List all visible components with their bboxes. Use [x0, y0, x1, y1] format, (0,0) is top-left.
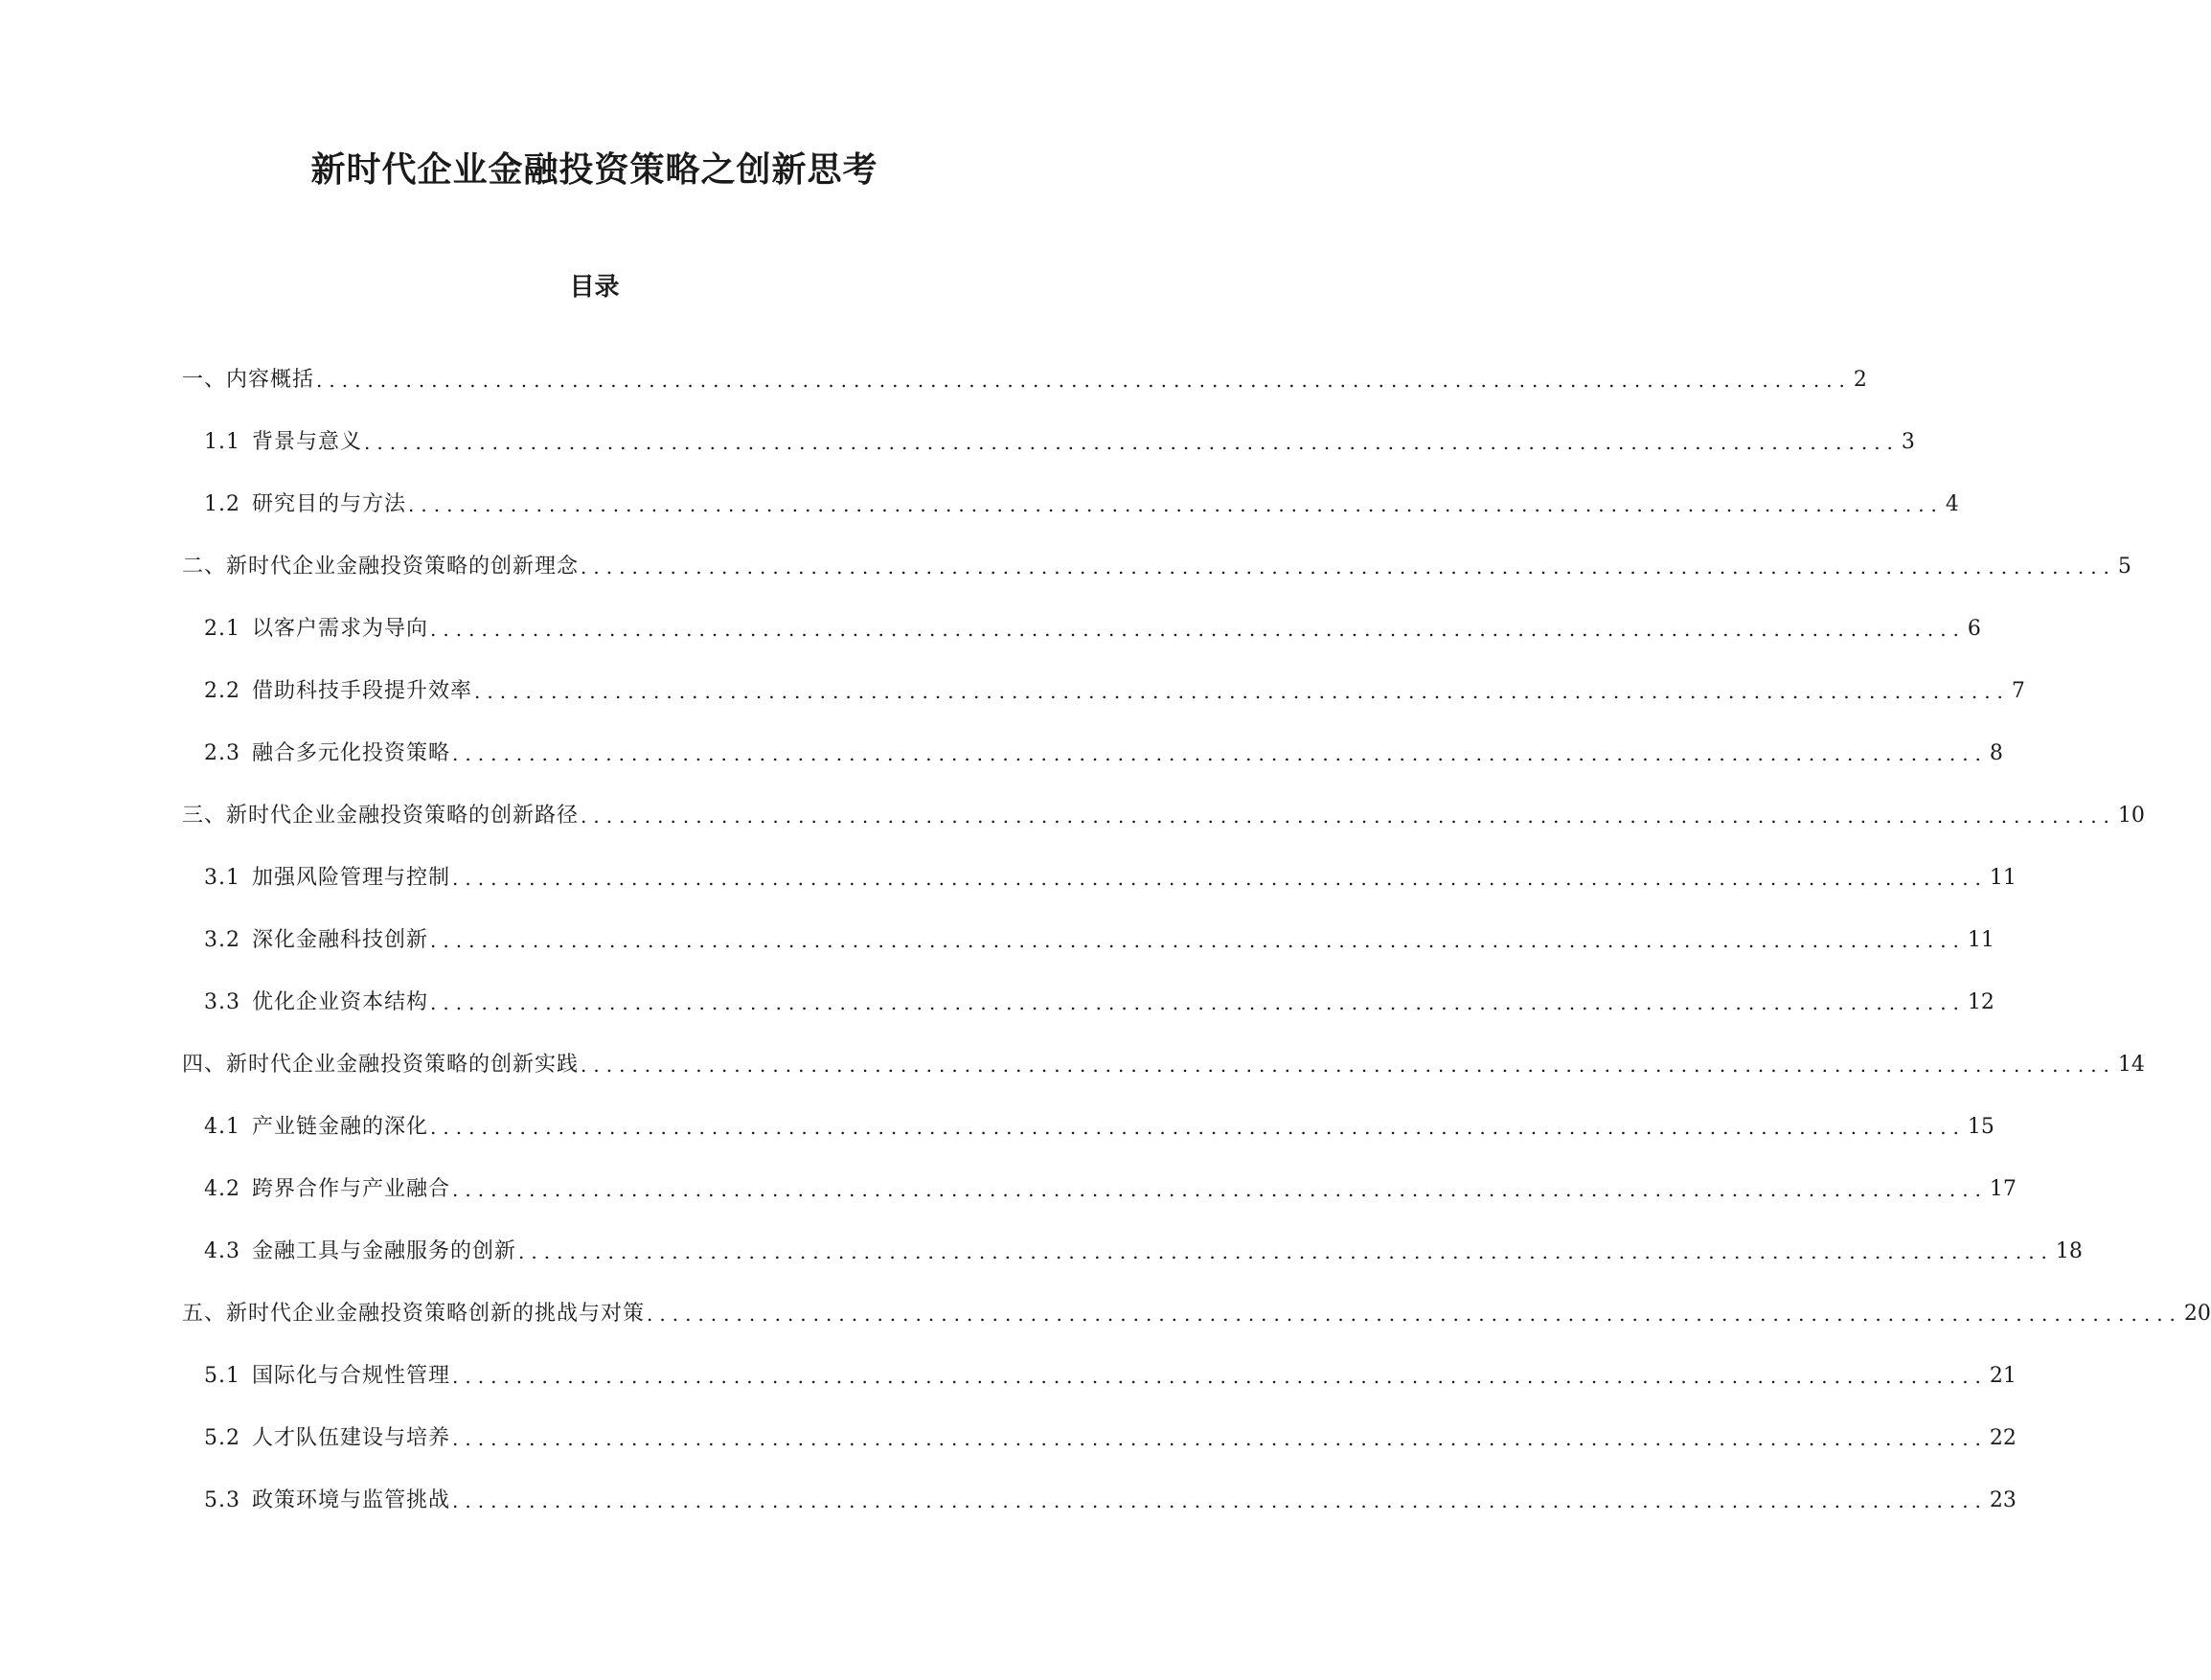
toc-page-number: 5	[2117, 555, 2131, 579]
toc-entry-label	[204, 924, 428, 957]
toc-entry-label	[204, 675, 472, 708]
toc-entry-label	[204, 1360, 450, 1393]
toc-section-entry[interactable]	[182, 364, 1867, 426]
toc-entry-text: 政策环境与监管挑战	[252, 1488, 451, 1512]
toc-entry-text: 跨界合作与产业融合	[252, 1177, 451, 1201]
toc-dot-leader: ........................................................................................................................	[430, 991, 1966, 1014]
toc-subsection-entry[interactable]	[204, 1236, 2083, 1298]
toc-entry-label	[204, 1236, 516, 1268]
toc-page-number: 2	[1853, 368, 1867, 392]
toc-entry-text: 国际化与合规性管理	[252, 1364, 451, 1388]
toc-page-number: 8	[1989, 741, 2003, 765]
toc-dot-leader: ........................................................................................................................	[581, 805, 2116, 828]
toc-entry-text: 深化金融科技创新	[252, 928, 429, 952]
toc-page-number: 4	[1945, 492, 1959, 516]
toc-subsection-entry[interactable]	[204, 738, 2003, 800]
toc-entry-number: 3.3	[204, 990, 240, 1014]
toc-dot-leader: ........................................................................................................................	[430, 618, 1966, 641]
toc-subsection-entry[interactable]	[204, 1360, 2017, 1422]
toc-dot-leader: ........................................................................................................................	[581, 556, 2116, 579]
toc-dot-leader: ........................................................................................................................	[452, 1365, 1988, 1388]
toc-page-number: 23	[1989, 1488, 2017, 1512]
toc-entry-label	[182, 800, 579, 832]
toc-section-entry[interactable]	[182, 800, 2145, 862]
toc-subsection-entry[interactable]	[204, 426, 1915, 488]
toc-dot-leader: ........................................................................................................................	[452, 742, 1988, 765]
toc-entry-number: 1.1	[204, 430, 240, 454]
toc-page-number: 10	[2117, 804, 2145, 828]
toc-entry-number: 5.1	[204, 1364, 240, 1388]
toc-entry-label	[182, 364, 314, 397]
toc-entry-number: 3.2	[204, 928, 240, 952]
toc-entry-label	[204, 738, 450, 770]
toc-entry-label	[204, 862, 450, 895]
toc-dot-leader: ........................................................................................................................	[452, 1489, 1988, 1512]
toc-entry-text: 融合多元化投资策略	[252, 741, 451, 765]
toc-entry-text: 以客户需求为导向	[252, 617, 429, 641]
toc-page-number: 11	[1989, 866, 2017, 890]
toc-dot-leader: ........................................................................................................................	[430, 929, 1966, 952]
toc-entry-text: 一、内容概括	[182, 368, 315, 392]
toc-entry-label	[182, 1049, 579, 1081]
toc-dot-leader: ........................................................................................................................	[452, 1178, 1988, 1201]
toc-subsection-entry[interactable]	[204, 987, 1994, 1049]
toc-entry-text: 产业链金融的深化	[252, 1115, 429, 1139]
toc-page-number: 14	[2117, 1053, 2145, 1077]
toc-entry-label	[204, 613, 428, 646]
toc-subsection-entry[interactable]	[204, 924, 1994, 987]
toc-entry-number: 4.3	[204, 1239, 240, 1263]
toc-entry-label	[204, 1111, 428, 1144]
toc-page-number: 20	[2183, 1302, 2211, 1326]
toc-page-number: 12	[1967, 990, 1994, 1014]
toc-entry-number: 2.3	[204, 741, 240, 765]
toc-entry-label	[204, 987, 428, 1019]
toc-dot-leader: ........................................................................................................................	[647, 1303, 2182, 1326]
toc-entry-text: 二、新时代企业金融投资策略的创新理念	[182, 555, 580, 579]
toc-entry-text: 三、新时代企业金融投资策略的创新路径	[182, 804, 580, 828]
toc-heading: 目录	[569, 273, 620, 302]
toc-dot-leader: ........................................................................................................................	[518, 1240, 2054, 1263]
toc-entry-number: 2.2	[204, 679, 240, 703]
toc-entry-number: 4.2	[204, 1177, 240, 1201]
toc-subsection-entry[interactable]	[204, 1485, 2017, 1547]
toc-entry-text: 四、新时代企业金融投资策略的创新实践	[182, 1053, 580, 1077]
toc-dot-leader: ........................................................................................................................	[316, 369, 1852, 392]
toc-dot-leader: ........................................................................................................................	[452, 867, 1988, 890]
toc-entry-text: 背景与意义	[252, 430, 363, 454]
toc-subsection-entry[interactable]	[204, 1111, 1994, 1173]
toc-entry-number: 2.1	[204, 617, 240, 641]
toc-page-number: 7	[2011, 679, 2025, 703]
toc-page-number: 15	[1967, 1115, 1994, 1139]
toc-entry-label	[204, 426, 362, 459]
toc-page-number: 22	[1989, 1426, 2017, 1450]
toc-entry-label	[204, 1485, 450, 1517]
toc-subsection-entry[interactable]	[204, 862, 2017, 924]
toc-page-number: 17	[1989, 1177, 2017, 1201]
toc-subsection-entry[interactable]	[204, 675, 2025, 738]
toc-dot-leader: ........................................................................................................................	[430, 1116, 1966, 1139]
toc-page-number: 21	[1989, 1364, 2017, 1388]
toc-entry-label	[204, 1173, 450, 1206]
toc-dot-leader: ........................................................................................................................	[408, 493, 1944, 516]
toc-subsection-entry[interactable]	[204, 1422, 2017, 1485]
document-title: 新时代企业金融投资策略之创新思考	[310, 149, 878, 190]
toc-page-number: 6	[1967, 617, 1981, 641]
toc-section-entry[interactable]	[182, 551, 2131, 613]
toc-dot-leader: ........................................................................................................................	[581, 1054, 2116, 1077]
toc-section-entry[interactable]	[182, 1049, 2145, 1111]
toc-subsection-entry[interactable]	[204, 488, 1959, 551]
toc-entry-number: 5.3	[204, 1488, 240, 1512]
toc-entry-label	[182, 551, 579, 583]
toc-dot-leader: ........................................................................................................................	[474, 680, 2010, 703]
toc-page-number: 18	[2055, 1239, 2083, 1263]
table-of-contents	[0, 364, 2211, 1547]
toc-entry-text: 五、新时代企业金融投资策略创新的挑战与对策	[182, 1302, 646, 1326]
toc-subsection-entry[interactable]	[204, 613, 1981, 675]
toc-entry-text: 研究目的与方法	[252, 492, 407, 516]
toc-entry-text: 人才队伍建设与培养	[252, 1426, 451, 1450]
toc-entry-text: 优化企业资本结构	[252, 990, 429, 1014]
toc-entry-number: 1.2	[204, 492, 240, 516]
toc-section-entry[interactable]	[182, 1298, 2211, 1360]
toc-entry-text: 金融工具与金融服务的创新	[252, 1239, 517, 1263]
toc-entry-text: 加强风险管理与控制	[252, 866, 451, 890]
toc-entry-label	[204, 1422, 450, 1455]
toc-entry-number: 3.1	[204, 866, 240, 890]
toc-dot-leader: ........................................................................................................................	[364, 431, 1900, 454]
toc-page-number: 3	[1901, 430, 1915, 454]
toc-dot-leader: ........................................................................................................................	[452, 1427, 1988, 1450]
toc-entry-label	[204, 488, 406, 521]
toc-entry-number: 4.1	[204, 1115, 240, 1139]
toc-entry-number: 5.2	[204, 1426, 240, 1450]
toc-entry-text: 借助科技手段提升效率	[252, 679, 473, 703]
toc-page-number: 11	[1967, 928, 1994, 952]
toc-entry-label	[182, 1298, 645, 1330]
toc-subsection-entry[interactable]	[204, 1173, 2017, 1236]
